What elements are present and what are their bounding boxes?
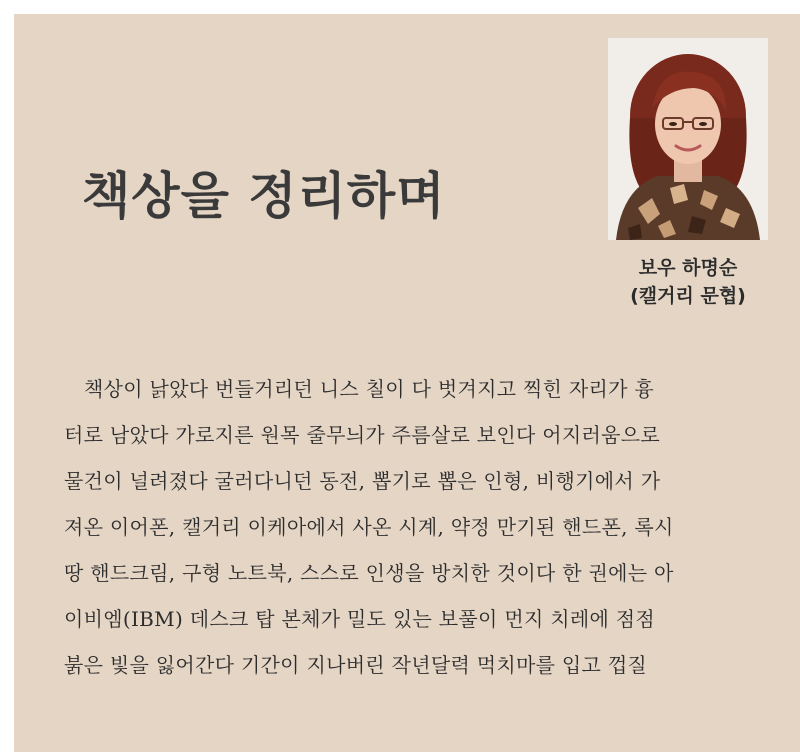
body-line: 터로 남았다 가로지른 원목 줄무늬가 주름살로 보인다 어지러움으로 [64,423,660,447]
body-line: 붉은 빛을 잃어간다 기간이 지나버린 작년달력 먹치마를 입고 껍질 [64,653,647,677]
body-line: 물건이 널려졌다 굴러다니던 동전, 뽑기로 뽑은 인형, 비행기에서 가 [64,469,661,493]
article-page [14,14,800,752]
body-line: 이비엠(IBM) 데스크 탑 본체가 밀도 있는 보풀이 먼지 치레에 점점 [64,607,655,631]
author-photo [608,38,768,240]
author-byline [594,254,782,310]
body-line: 책상이 낡았다 번들거리던 니스 칠이 다 벗겨지고 찍힌 자리가 흉 [84,377,655,401]
author-affiliation: (캘거리 문협) [630,285,746,307]
body-line: 땅 핸드크림, 구형 노트북, 스스로 인생을 방치한 것이다 한 권에는 아 [64,561,674,585]
article-body [64,366,764,688]
article-title: 책상을 정리하며 [82,167,446,225]
author-name: 보우 하명순 [638,257,738,279]
body-line: 져온 이어폰, 캘거리 이케아에서 사온 시계, 약정 만기된 핸드폰, 록시 [64,515,674,539]
